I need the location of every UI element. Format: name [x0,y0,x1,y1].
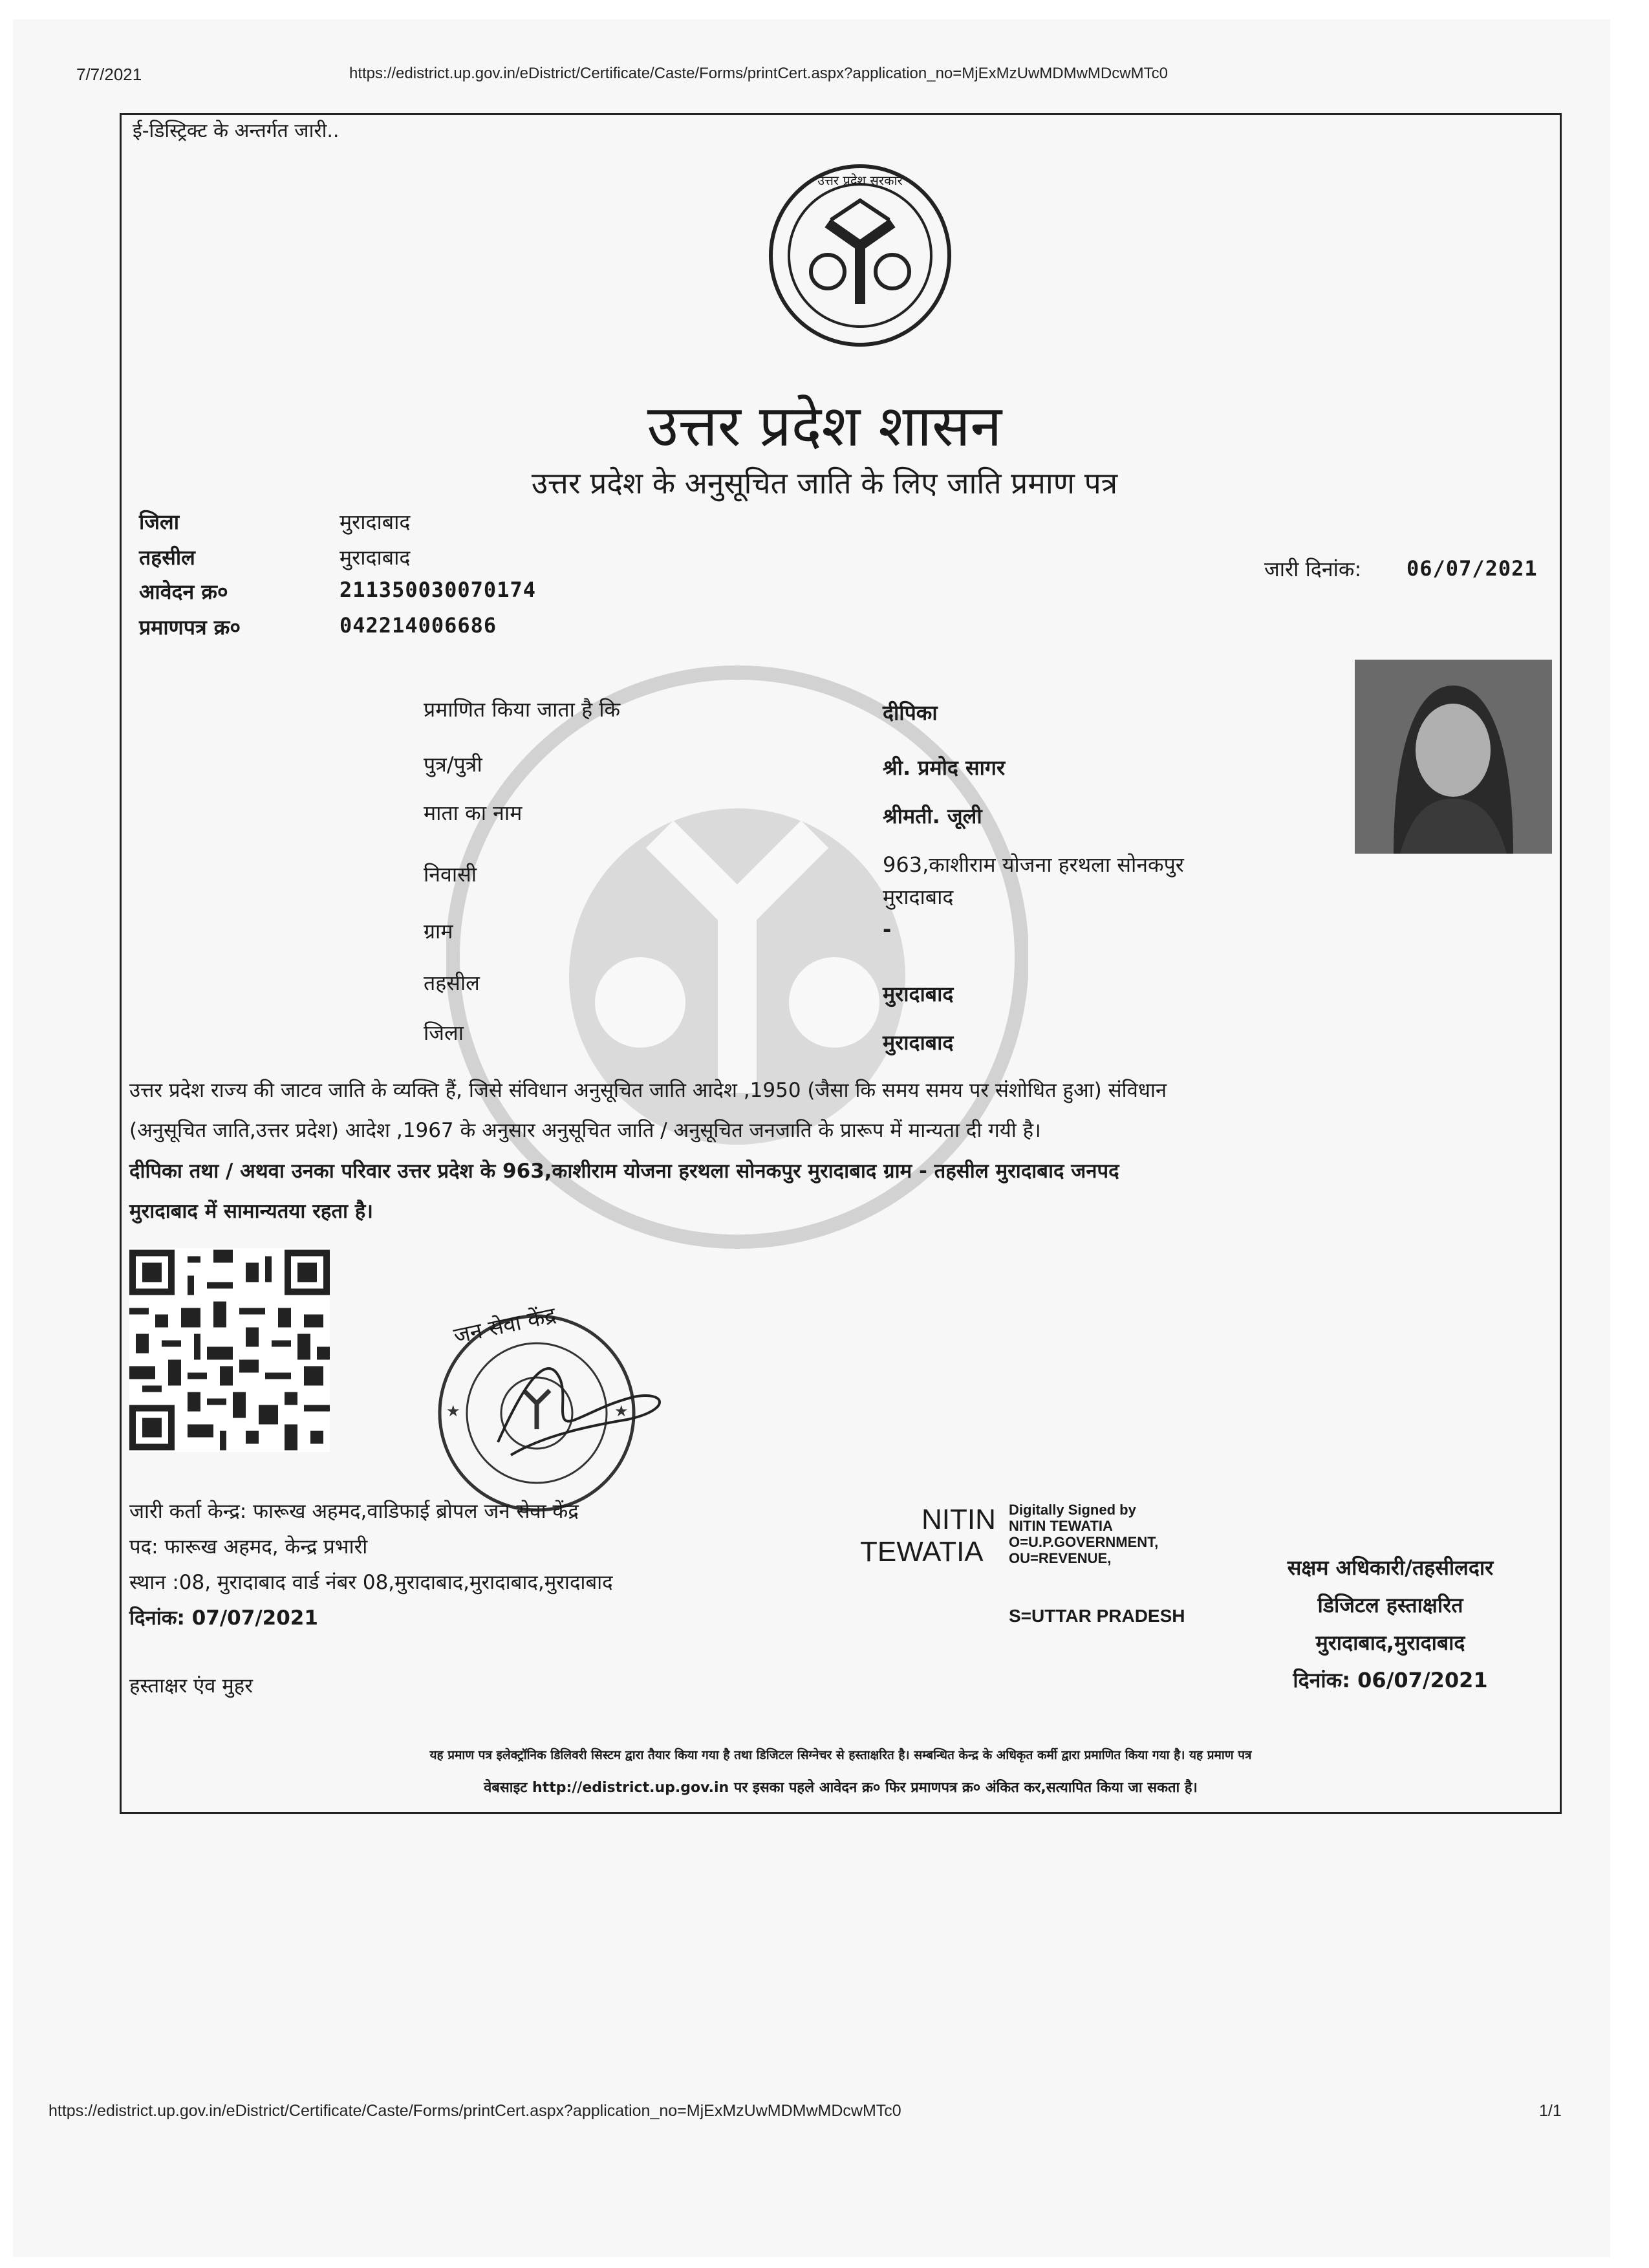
certify-label: प्रमाणित किया जाता है कि [424,697,621,722]
print-url-bottom: https://edistrict.up.gov.in/eDistrict/Certificate/Caste/Forms/printCert.aspx?application_no=MjExMzUwMDMwMDcwMTc0 [48,2102,901,2120]
body-paragraph-2 [129,1151,1552,1231]
certificate-title: उत्तर प्रदेश के अनुसूचित जाति के लिए जाति प्रमाण पत्र [531,466,1118,501]
competent-authority [1242,1549,1539,1699]
footer-note-line1: यह प्रमाण पत्र इलेक्ट्रॉनिक डिलिवरी सिस्टम द्वारा तैयार किया गया है तथा डिजिटल सिग्नेचर से हस्ताक्षरित है। सम्बन्धित केन्द्र के अधिकृत कर्मी द्वारा प्रमाणित किया गया है। यह प्रमाण पत्र [429,1748,1252,1762]
footer-note-line2: वेबसाइट http://edistrict.up.gov.in पर इसका पहले आवेदन क्र० फिर प्रमाणपत्र क्र० अंकित कर,सत्यापित किया जा सकता है। [484,1780,1198,1796]
svg-text:★: ★ [446,1402,460,1420]
applicant-name: दीपिका [883,700,938,725]
verification-qr-code [129,1248,330,1452]
village-label: ग्राम [424,919,453,944]
village-value: - [883,917,892,942]
government-title: उत्तर प्रदेश शासन [647,393,1002,459]
tehsil-label: तहसील [139,545,195,570]
issuer-post: पद: फारूख अहमद, केन्द्र प्रभारी [129,1535,368,1559]
authority-line3: मुरादाबाद,मुरादाबाद [1315,1630,1465,1655]
certificate-number-value: 042214006686 [339,613,497,638]
digital-signature-line4: OU=REVENUE, [1009,1550,1112,1566]
mother-name: श्रीमती. जूली [883,804,982,828]
authority-line1: सक्षम अधिकारी/तहसीलदार [1287,1555,1494,1580]
application-number-value: 211350030070174 [339,578,536,602]
resident-label: निवासी [424,862,477,887]
jan-seva-kendra-seal [414,1306,673,1520]
issue-date-label: जारी दिनांक: [1264,557,1362,581]
body-paragraph-1-line1: उत्तर प्रदेश राज्य की जाटव जाति के व्यक्ति हैं, जिसे संविधान अनुसूचित जाति आदेश ,1950 (जैसा कि समय समय पर संशोधित हुआ) संविधान [129,1079,1167,1102]
print-date: 7/7/2021 [76,65,142,84]
emblem-caption: उत्तर प्रदेश सरकार [817,173,903,188]
svg-text:★: ★ [614,1402,629,1420]
district-label: जिला [139,510,180,534]
son-daughter-label: पुत्र/पुत्री [424,752,482,777]
body-paragraph-2-line1: दीपिका तथा / अथवा उनका परिवार उत्तर प्रदेश के 963,काशीराम योजना हरथला सोनकपुर मुरादाबाद ग्राम - तहसील मुरादाबाद जनपद [129,1160,1119,1183]
digital-signature-line2: NITIN TEWATIA [1009,1518,1113,1534]
issued-under-note: ई-डिस्ट्रिक्ट के अन्तर्गत जारी.. [133,120,339,142]
print-url-top: https://edistrict.up.gov.in/eDistrict/Certificate/Caste/Forms/printCert.aspx?application_no=MjExMzUwMDMwMDcwMTc0 [349,65,1168,82]
body-paragraph-2-line2: मुरादाबाद में सामान्यतया रहता है। [129,1200,374,1223]
tehsil-value: मुरादाबाद [339,545,411,570]
body-paragraph-1-line2: (अनुसूचित जाति,उत्तर प्रदेश) आदेश ,1967 के अनुसार अनुसूचित जाति / अनुसूचित जनजाति के प्रारूप में मान्यता दी गयी है। [129,1119,1041,1142]
issuer-place: स्थान :08, मुरादाबाद वार्ड नंबर 08,मुरादाबाद,मुरादाबाद,मुरादाबाद [129,1571,613,1594]
detail-tehsil-value: मुरादाबाद [883,982,954,1006]
application-number-label: आवेदन क्र० [139,579,228,604]
up-govt-emblem [766,162,954,349]
detail-tehsil-label: तहसील [424,971,480,995]
seal-caption: जन सेवा केंद्र [451,1302,559,1350]
applicant-photo [1355,660,1552,854]
mother-label: माता का नाम [424,801,523,825]
resident-address-line1: 963,काशीराम योजना हरथला सोनकपुर [883,852,1184,877]
digital-signature-state: S=UTTAR PRADESH [1009,1606,1185,1626]
certificate-number-label: प्रमाणपत्र क्र० [139,615,241,640]
print-page-number: 1/1 [1539,2102,1562,2120]
district-value: मुरादाबाद [339,510,411,534]
detail-district-value: मुरादाबाद [883,1030,954,1055]
body-paragraph-1 [129,1070,1552,1150]
detail-district-label: जिला [424,1021,464,1045]
digital-signature-details [1009,1502,1158,1566]
signature-and-seal-label: हस्ताक्षर एंव मुहर [129,1674,253,1698]
authority-line4: दिनांक: 06/07/2021 [1293,1668,1488,1692]
digital-signature-line1: Digitally Signed by [1009,1502,1136,1518]
resident-address-line2: मुरादाबाद [883,885,954,909]
issuer-date: दिनांक: 07/07/2021 [129,1606,318,1630]
signer-name-last: TEWATIA [860,1536,984,1568]
issuing-center: जारी कर्ता केन्द्र: फारूख अहमद,वाडिफाई ब्रोपल जन सेवा केंद्र [129,1500,579,1523]
authority-line2: डिजिटल हस्ताक्षरित [1317,1593,1463,1617]
signer-name-first: NITIN [921,1504,996,1535]
father-name: श्री. प्रमोद सागर [883,755,1006,780]
digital-signature-line3: O=U.P.GOVERNMENT, [1009,1534,1159,1550]
issue-date-value: 06/07/2021 [1406,556,1538,581]
